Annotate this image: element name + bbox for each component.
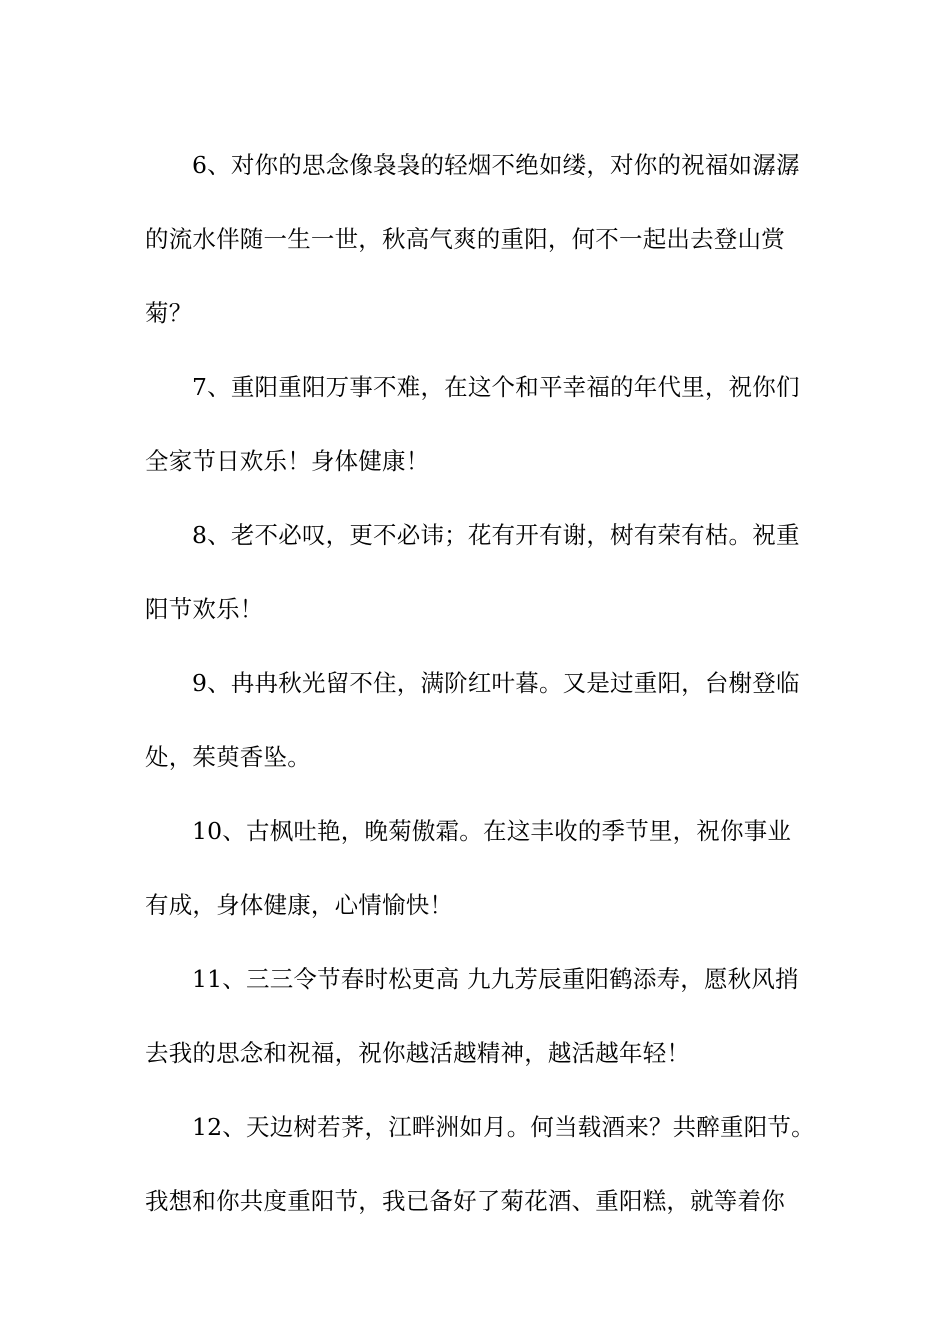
paragraph-12 (145, 1090, 815, 1238)
paragraph-line: 有成，身体健康，心情愉快！ (145, 891, 454, 919)
document-body (145, 128, 815, 1238)
paragraph-8 (145, 498, 815, 646)
paragraph-line: 菊？ (145, 299, 193, 327)
paragraph-line: 处，茱萸香坠。 (145, 743, 311, 771)
paragraph-9 (145, 646, 815, 794)
paragraph-line: 9、冉冉秋光留不住，满阶红叶暮。又是过重阳，台榭登临 (192, 669, 800, 697)
paragraph-line: 10、古枫吐艳，晚菊傲霜。在这丰收的季节里，祝你事业 (192, 817, 792, 845)
paragraph-line: 7、重阳重阳万事不难，在这个和平幸福的年代里，祝你们 (192, 373, 800, 401)
paragraph-6 (145, 128, 815, 350)
paragraph-line: 12、天边树若荠，江畔洲如月。何当载酒来？共醉重阳节。 (192, 1113, 815, 1141)
paragraph-line: 全家节日欢乐！身体健康！ (145, 447, 430, 475)
paragraph-11 (145, 942, 815, 1090)
paragraph-line: 6、对你的思念像袅袅的轻烟不绝如缕，对你的祝福如潺潺 (192, 151, 800, 179)
paragraph-line: 8、老不必叹，更不必讳；花有开有谢，树有荣有枯。祝重 (192, 521, 800, 549)
paragraph-line: 去我的思念和祝福，祝你越活越精神，越活越年轻！ (145, 1039, 691, 1067)
paragraph-7 (145, 350, 815, 498)
paragraph-10 (145, 794, 815, 942)
paragraph-line: 11、三三令节春时松更高 九九芳辰重阳鹤添寿，愿秋风捎 (192, 965, 799, 993)
paragraph-line: 阳节欢乐！ (145, 595, 264, 623)
paragraph-line: 我想和你共度重阳节，我已备好了菊花酒、重阳糕，就等着你 (145, 1187, 785, 1215)
paragraph-line: 的流水伴随一生一世，秋高气爽的重阳，何不一起出去登山赏 (145, 225, 785, 253)
